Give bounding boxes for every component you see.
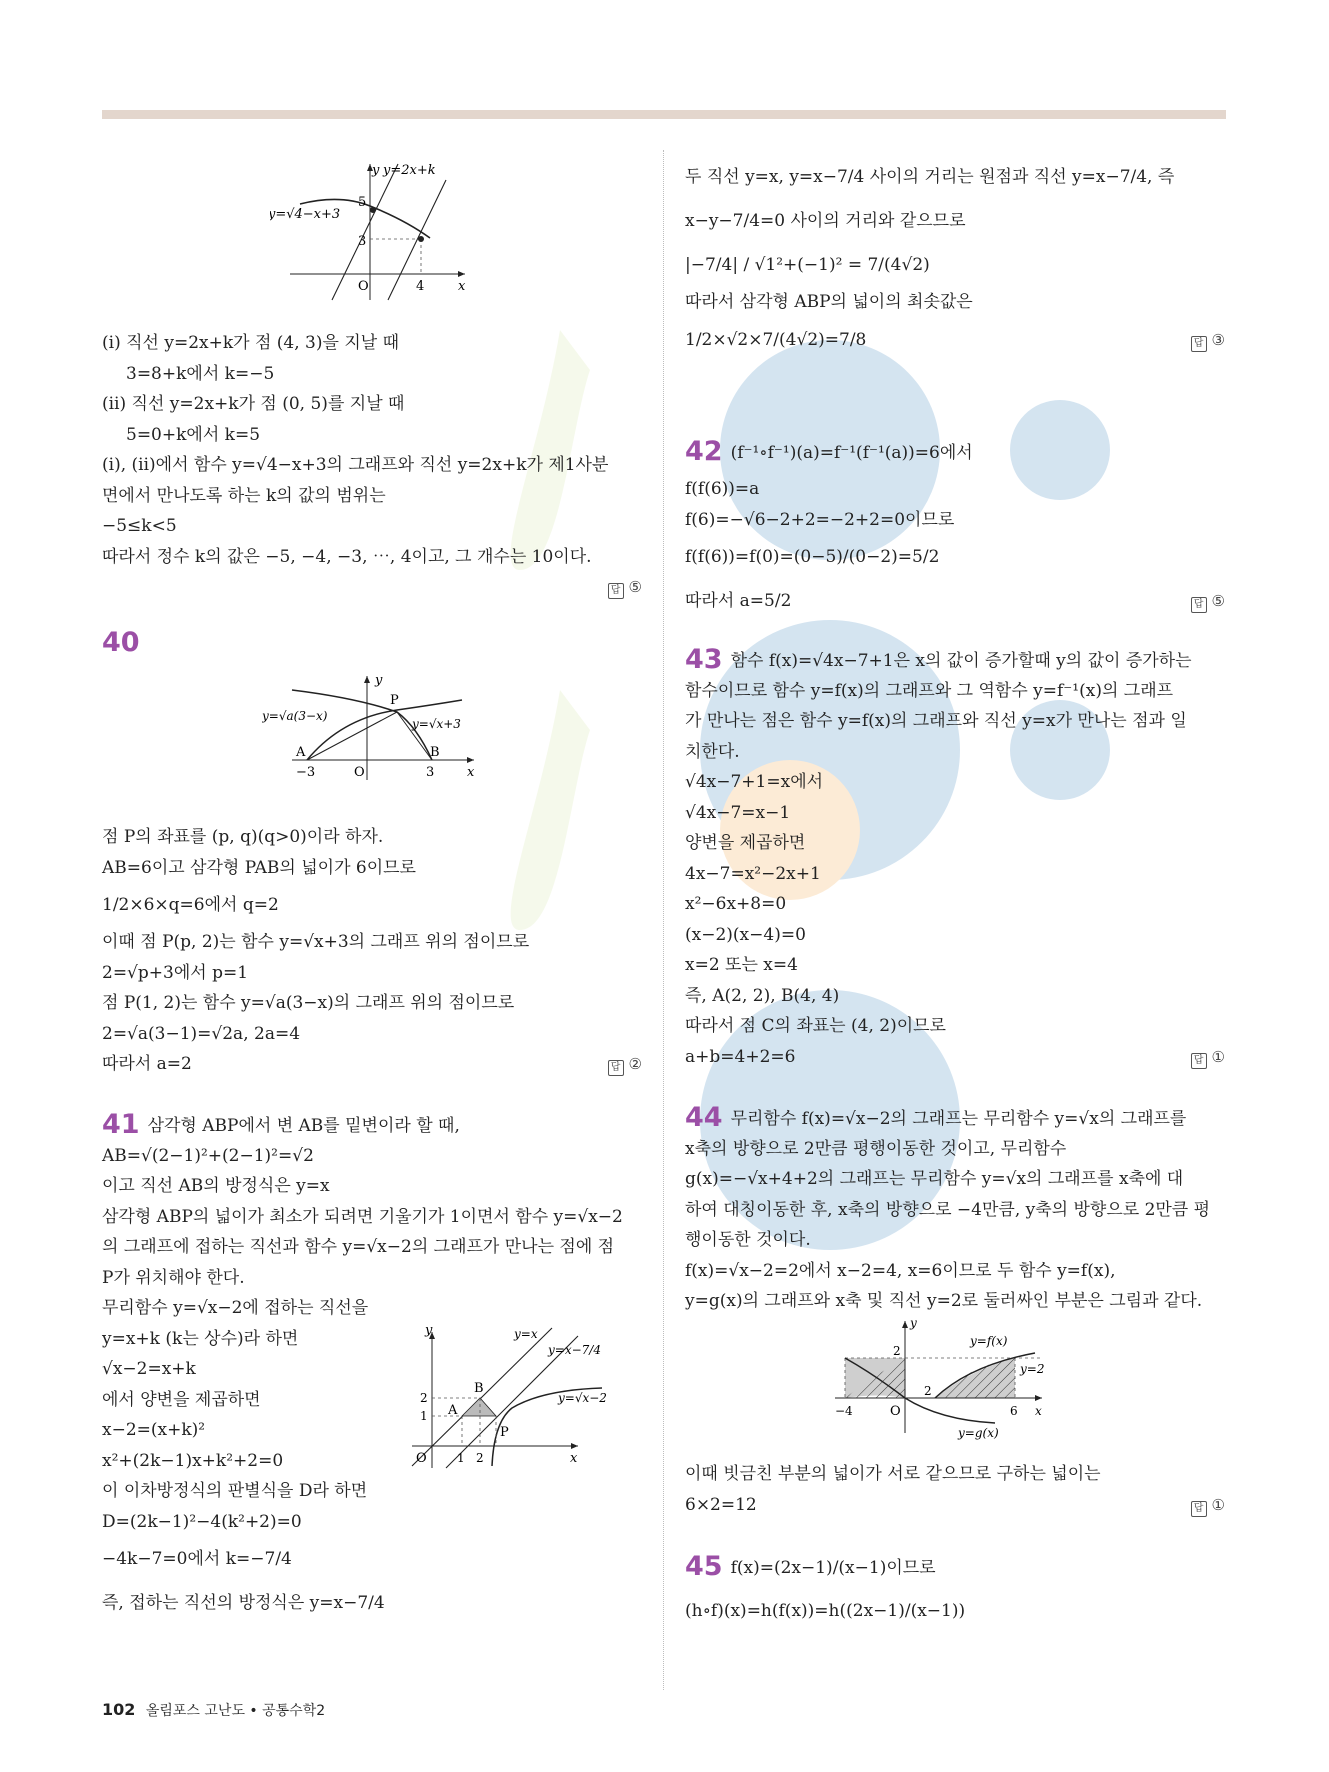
- page-footer: [102, 1700, 325, 1720]
- problem-44-conclusion: [685, 1459, 1225, 1520]
- answer-row: [685, 318, 1225, 362]
- text-line: −5≤k<5: [102, 516, 177, 536]
- tick-6: 6: [1010, 1404, 1018, 1418]
- text-line: 6×2=12: [685, 1494, 757, 1515]
- text-line: −4k−7=0에서 k=−7/4: [102, 1549, 292, 1569]
- tick-x1: 1: [457, 1451, 465, 1465]
- text-line: 2=√p+3에서 p=1: [102, 962, 249, 983]
- tick-y2: 2: [420, 1391, 428, 1405]
- f-label: y=f(x): [970, 1334, 1008, 1348]
- text-line: (ⅰ), (ⅱ)에서 함수 y=√4−x+3의 그래프와 직선 y=2x+k가 제1사분: [102, 455, 609, 475]
- problem-41-continued: [685, 155, 1225, 362]
- text-line: D=(2k−1)²−4(k²+2)=0: [102, 1511, 302, 1532]
- text-line: √4x−7+1=x에서: [685, 772, 824, 792]
- point-p-label: P: [390, 693, 399, 708]
- text-line: 양변을 제곱하면: [685, 833, 806, 853]
- book-title: 올림포스 고난도 • 공통수학2: [145, 1703, 326, 1719]
- origin-label: O: [354, 765, 365, 780]
- text-line: 점 P(1, 2)는 함수 y=√a(3−x)의 그래프 위의 점이므로: [102, 993, 515, 1013]
- text-line: 행이동한 것이다.: [685, 1230, 811, 1250]
- point-b-label: B: [474, 1381, 484, 1396]
- text-line: 치한다.: [685, 741, 740, 762]
- text-line: P가 위치해야 한다.: [102, 1267, 245, 1288]
- text-line: 따라서 삼각형 ABP의 넓이의 최솟값은: [685, 292, 973, 312]
- answer-row: [102, 572, 642, 603]
- text-line: g(x)=−√x+4+2의 그래프는 무리함수 y=√x의 그래프를 x축에 대: [685, 1169, 1184, 1189]
- text-line: 하여 대칭이동한 후, x축의 방향으로 −4만큼, y축의 방향으로 2만큼 평: [685, 1199, 1211, 1220]
- problem-44-graph: [830, 1315, 1060, 1444]
- text-line: AB=6이고 삼각형 PAB의 넓이가 6이므로: [102, 857, 416, 878]
- text-line: AB=√(2−1)²+(2−1)²=√2: [102, 1145, 314, 1166]
- text-line: 4x−7=x²−2x+1: [685, 863, 821, 884]
- text-line: 1/2×6×q=6에서 q=2: [102, 895, 279, 915]
- point-b-label: B: [430, 745, 440, 760]
- text-line: 1/2×√2×7/(4√2)=7/8: [685, 329, 867, 350]
- problem-number: 43: [685, 644, 723, 675]
- x-axis-label: x: [1035, 1404, 1042, 1418]
- text-line: 따라서 a=5/2: [685, 591, 792, 611]
- text-line: f(f(6))=f(0)=(0−5)/(0−2)=5/2: [685, 547, 940, 567]
- origin-label: O: [416, 1451, 427, 1466]
- text-line: 이고 직선 AB의 방정식은 y=x: [102, 1176, 330, 1196]
- text-line: f(x)=√x−2=2에서 x−2=4, x=6이므로 두 함수 y=f(x),: [685, 1260, 1116, 1281]
- answer-badge: 답 ⑤: [1191, 579, 1225, 623]
- point-a-label: A: [296, 745, 306, 760]
- text-line: y=g(x)의 그래프와 x축 및 직선 y=2로 둘러싸인 부분은 그림과 같다.: [685, 1291, 1203, 1311]
- text-line: x축의 방향으로 2만큼 평행이동한 것이고, 무리함수: [685, 1138, 1067, 1159]
- g-label: y=g(x): [958, 1426, 999, 1440]
- text-line: 삼각형 ABP에서 변 AB를 밑변이라 할 때,: [147, 1116, 460, 1136]
- text-line: (ⅱ) 직선 y=2x+k가 점 (0, 5)를 지날 때: [102, 394, 405, 414]
- y-axis-label: y: [910, 1316, 917, 1330]
- y-axis-label: y: [375, 673, 383, 688]
- text-line: x−2=(x+k)²: [102, 1420, 206, 1440]
- answer-badge: 답 ①: [1191, 1042, 1225, 1073]
- answer-badge: 답 ①: [1191, 1490, 1225, 1521]
- text-line: 이 이차방정식의 판별식을 D라 하면: [102, 1481, 368, 1501]
- problem-44-solution: [685, 1103, 1225, 1317]
- tick-y1: 1: [420, 1409, 428, 1423]
- problem-39-solution: [102, 328, 642, 603]
- curve2-label: y=√x+3: [412, 717, 461, 731]
- text-line: 가 만나는 점은 함수 y=f(x)의 그래프와 직선 y=x가 만나는 점과 일: [685, 711, 1187, 731]
- text-line: 의 그래프에 접하는 직선과 함수 y=√x−2의 그래프가 만나는 점에 점: [102, 1237, 615, 1257]
- text-line: (ⅰ) 직선 y=2x+k가 점 (4, 3)을 지날 때: [102, 333, 400, 353]
- text-line: √4x−7=x−1: [685, 802, 791, 823]
- answer-badge: 답 ②: [608, 1049, 642, 1080]
- tick-y3: 3: [358, 234, 367, 249]
- tick-3: 3: [426, 765, 435, 780]
- problem-40-solution: [102, 822, 642, 1080]
- text-line: 삼각형 ABP의 넓이가 최소가 되려면 기울기가 1이면서 함수 y=√x−2: [102, 1206, 623, 1227]
- answer-badge: 답 ⑤: [608, 572, 642, 603]
- y-axis-label: y: [372, 163, 380, 178]
- curve-label: y=√x−2: [558, 1391, 607, 1405]
- text-line: x²−6x+8=0: [685, 894, 787, 914]
- top-banner-bar: [102, 110, 1226, 119]
- text-line: 점 P의 좌표를 (p, q)(q>0)이라 하자.: [102, 827, 384, 847]
- text-line: y=x+k (k는 상수)라 하면: [102, 1328, 299, 1349]
- curve-label: y=√4−x+3: [270, 207, 341, 222]
- answer-icon: 답: [608, 583, 624, 599]
- text-line: f(f(6))=a: [685, 479, 760, 499]
- column-divider: [663, 150, 664, 1690]
- text-line: 따라서 점 C의 좌표는 (4, 2)이므로: [685, 1016, 946, 1036]
- answer-row: [102, 1049, 642, 1080]
- text-line: 함수 f(x)=√4x−7+1은 x의 값이 증가할때 y의 값이 증가하는: [730, 651, 1192, 671]
- tick-x2: 2: [924, 1384, 932, 1398]
- tick-m3: −3: [296, 765, 316, 780]
- problem-number: 45: [685, 1551, 723, 1582]
- text-line: (h∘f)(x)=h(f(x))=h((2x−1)/(x−1)): [685, 1601, 966, 1621]
- line1-label: y=x: [514, 1327, 538, 1341]
- text-line: (x−2)(x−4)=0: [685, 924, 806, 945]
- tick-y2: 2: [893, 1344, 901, 1358]
- text-line: f(x)=(2x−1)/(x−1)이므로: [730, 1558, 936, 1578]
- problem-42-solution: [685, 430, 1225, 623]
- problem-number: 44: [685, 1102, 723, 1133]
- answer-icon: 답: [1191, 1053, 1207, 1069]
- x-axis-label: x: [458, 279, 466, 294]
- text-line: x²+(2k−1)x+k²+2=0: [102, 1450, 284, 1471]
- line2-label: y=x−7/4: [548, 1343, 601, 1357]
- y-axis-label: y: [425, 1323, 433, 1338]
- text-line: 면에서 만나도록 하는 k의 값의 범위는: [102, 485, 386, 506]
- line-label: y=2x+k: [383, 163, 436, 178]
- answer-row: [685, 1042, 1225, 1073]
- problem-number: 40: [102, 627, 140, 658]
- line-y2-label: y=2: [1020, 1362, 1045, 1376]
- tick-x2: 2: [476, 1451, 484, 1465]
- answer-icon: 답: [1191, 1501, 1207, 1517]
- text-line: √x−2=x+k: [102, 1359, 196, 1379]
- text-line: 이때 빗금친 부분의 넓이가 서로 같으므로 구하는 넓이는: [685, 1464, 1101, 1484]
- tick-m4: −4: [835, 1404, 853, 1418]
- answer-icon: 답: [1191, 336, 1207, 352]
- text-line: 따라서 정수 k의 값은 −5, −4, −3, ⋯, 4이고, 그 개수는 10이다.: [102, 546, 592, 567]
- text-line: 무리함수 y=√x−2에 접하는 직선을: [102, 1298, 369, 1318]
- tick-x4: 4: [416, 279, 425, 294]
- text-line: |−7/4| / √1²+(−1)² = 7/(4√2): [685, 255, 930, 275]
- x-axis-label: x: [570, 1451, 578, 1466]
- curve1-label: y=√a(3−x): [262, 709, 328, 723]
- text-line: 즉, 접하는 직선의 방정식은 y=x−7/4: [102, 1593, 385, 1613]
- problem-number: 41: [102, 1109, 140, 1140]
- tick-y5: 5: [358, 195, 367, 210]
- answer-icon: 답: [608, 1060, 624, 1076]
- text-line: 에서 양변을 제곱하면: [102, 1389, 261, 1410]
- answer-row: [685, 1490, 1225, 1521]
- problem-43-solution: [685, 645, 1225, 1072]
- text-line: a+b=4+2=6: [685, 1046, 796, 1067]
- x-axis-label: x: [467, 765, 475, 780]
- text-line: (f⁻¹∘f⁻¹)(a)=f⁻¹(f⁻¹(a))=6에서: [730, 443, 973, 463]
- text-line: f(6)=−√6−2+2=−2+2=0이므로: [685, 509, 955, 530]
- point-a-label: A: [448, 1403, 458, 1418]
- text-line: 따라서 a=2: [102, 1054, 192, 1074]
- problem-40-graph: [262, 672, 482, 786]
- text-line: 5=0+k에서 k=5: [126, 424, 261, 445]
- text-line: 3=8+k에서 k=−5: [126, 363, 275, 384]
- problem-45-solution: [685, 1545, 1225, 1633]
- origin-label: O: [890, 1404, 901, 1419]
- text-line: 2=√a(3−1)=√2a, 2a=4: [102, 1023, 301, 1044]
- text-line: x=2 또는 x=4: [685, 955, 798, 975]
- problem-39-graph: [270, 158, 480, 307]
- text-line: 두 직선 y=x, y=x−7/4 사이의 거리는 원점과 직선 y=x−7/4, 즉: [685, 167, 1175, 187]
- point-p-label: P: [500, 1425, 509, 1440]
- problem-40-header: [102, 628, 642, 659]
- text-line: 즉, A(2, 2), B(4, 4): [685, 985, 840, 1006]
- text-line: x−y−7/4=0 사이의 거리와 같으므로: [685, 211, 966, 231]
- answer-badge: 답 ③: [1191, 318, 1225, 362]
- text-line: 이때 점 P(p, 2)는 함수 y=√x+3의 그래프 위의 점이므로: [102, 932, 530, 952]
- origin-label: O: [358, 279, 369, 294]
- problem-number: 42: [685, 436, 723, 467]
- problem-41-graph: [402, 1320, 642, 1474]
- text-line: 무리함수 f(x)=√x−2의 그래프는 무리함수 y=√x의 그래프를: [730, 1109, 1187, 1129]
- text-line: 함수이므로 함수 y=f(x)의 그래프와 그 역함수 y=f⁻¹(x)의 그래프: [685, 680, 1174, 701]
- page-number: 102: [102, 1700, 136, 1719]
- answer-row: [685, 579, 1225, 623]
- answer-icon: 답: [1191, 597, 1207, 613]
